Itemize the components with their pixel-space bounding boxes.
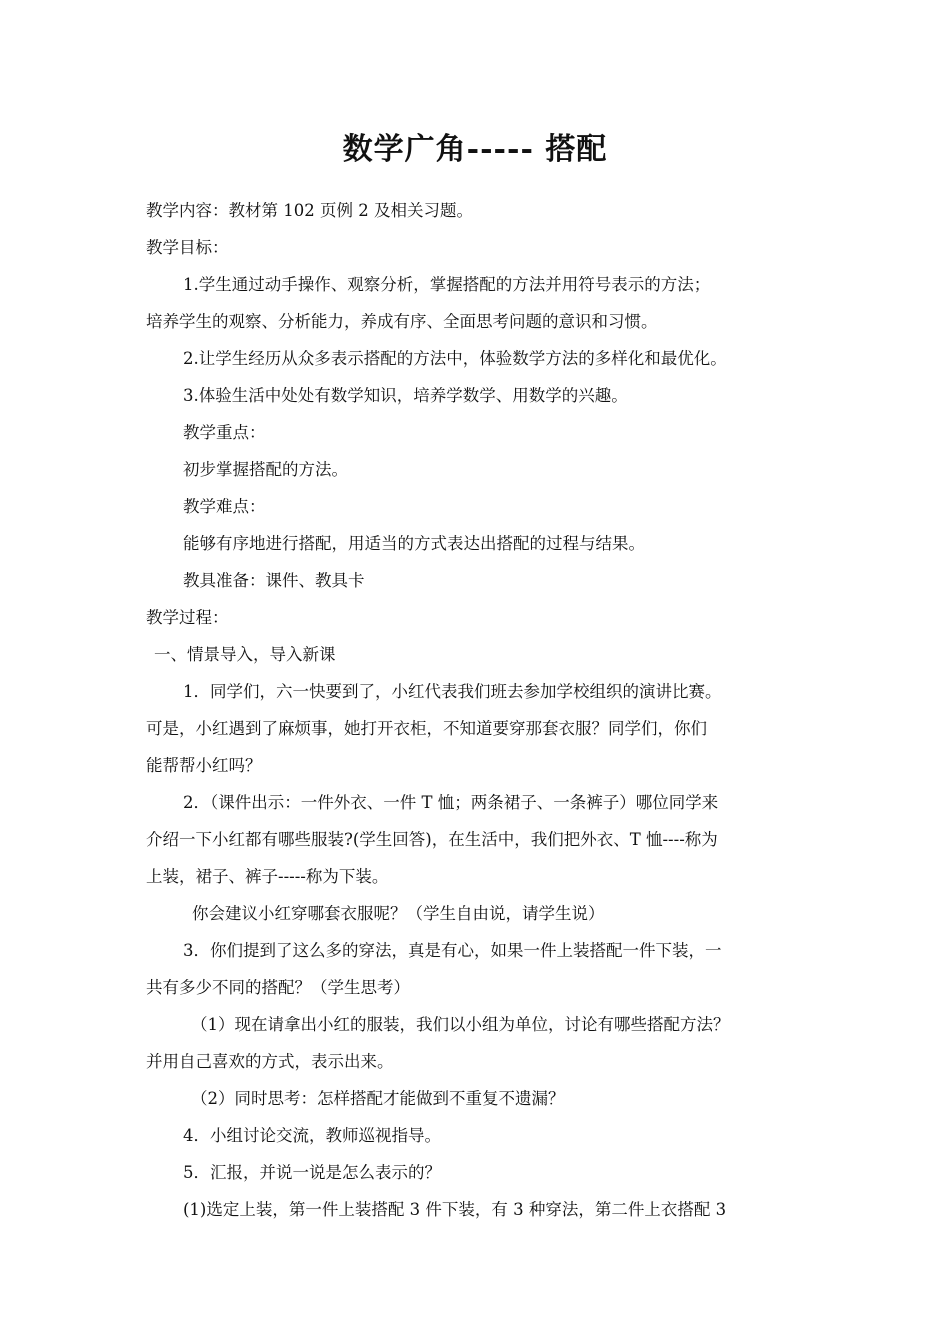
paragraph-line: 初步掌握搭配的方法。: [183, 460, 348, 479]
paragraph-line: 教学内容：教材第 102 页例 2 及相关习题。: [146, 201, 473, 220]
paragraph-line: 3.体验生活中处处有数学知识，培养学数学、用数学的兴趣。: [183, 386, 628, 405]
paragraph-line: （1）现在请拿出小红的服装，我们以小组为单位，讨论有哪些搭配方法？: [191, 1015, 730, 1034]
paragraph-line: 教学重点：: [183, 423, 266, 442]
paragraph-line: 你会建议小红穿哪套衣服呢？（学生自由说，请学生说）: [192, 904, 605, 923]
document-title: 数学广角----- 搭配: [342, 132, 608, 167]
paragraph-line: 教学难点：: [183, 497, 266, 516]
paragraph-line: 培养学生的观察、分析能力，养成有序、全面思考问题的意识和习惯。: [146, 312, 658, 331]
paragraph-line: 教具准备：课件、教具卡: [183, 571, 365, 590]
paragraph-line: （2）同时思考：怎样搭配才能做到不重复不遗漏？: [191, 1089, 565, 1108]
paragraph-line: 共有多少不同的搭配？（学生思考）: [146, 978, 410, 997]
paragraph-line: (1)选定上装，第一件上装搭配 3 件下装，有 3 种穿法，第二件上衣搭配 3: [183, 1200, 727, 1219]
paragraph-line: 介绍一下小红都有哪些服装?(学生回答)，在生活中，我们把外衣、T 恤----称为: [146, 830, 718, 849]
paragraph-line: 5．汇报，并说一说是怎么表示的？: [183, 1163, 441, 1182]
paragraph-line: 一、情景导入，导入新课: [154, 645, 336, 664]
paragraph-line: 3．你们提到了这么多的穿法，真是有心，如果一件上装搭配一件下装，一: [183, 941, 722, 960]
paragraph-line: 2.让学生经历从众多表示搭配的方法中，体验数学方法的多样化和最优化。: [183, 349, 727, 368]
paragraph-line: 1.学生通过动手操作、观察分析，掌握搭配的方法并用符号表示的方法；: [183, 275, 711, 294]
paragraph-line: 能帮帮小红吗？: [146, 756, 262, 775]
paragraph-line: 并用自己喜欢的方式，表示出来。: [146, 1052, 394, 1071]
paragraph-line: 4．小组讨论交流，教师巡视指导。: [183, 1126, 441, 1145]
paragraph-line: 1．同学们，六一快要到了，小红代表我们班去参加学校组织的演讲比赛。: [183, 682, 722, 701]
paragraph-line: 2．（课件出示：一件外衣、一件 T 恤；两条裙子、一条裤子）哪位同学来: [183, 793, 719, 812]
paragraph-line: 教学目标：: [146, 238, 229, 257]
paragraph-line: 可是，小红遇到了麻烦事，她打开衣柜，不知道要穿那套衣服？同学们，你们: [146, 719, 707, 738]
paragraph-line: 教学过程：: [146, 608, 229, 627]
document-body: [146, 192, 810, 1228]
paragraph-line: 上装，裙子、裤子-----称为下装。: [146, 867, 389, 886]
paragraph-line: 能够有序地进行搭配，用适当的方式表达出搭配的过程与结果。: [183, 534, 645, 553]
